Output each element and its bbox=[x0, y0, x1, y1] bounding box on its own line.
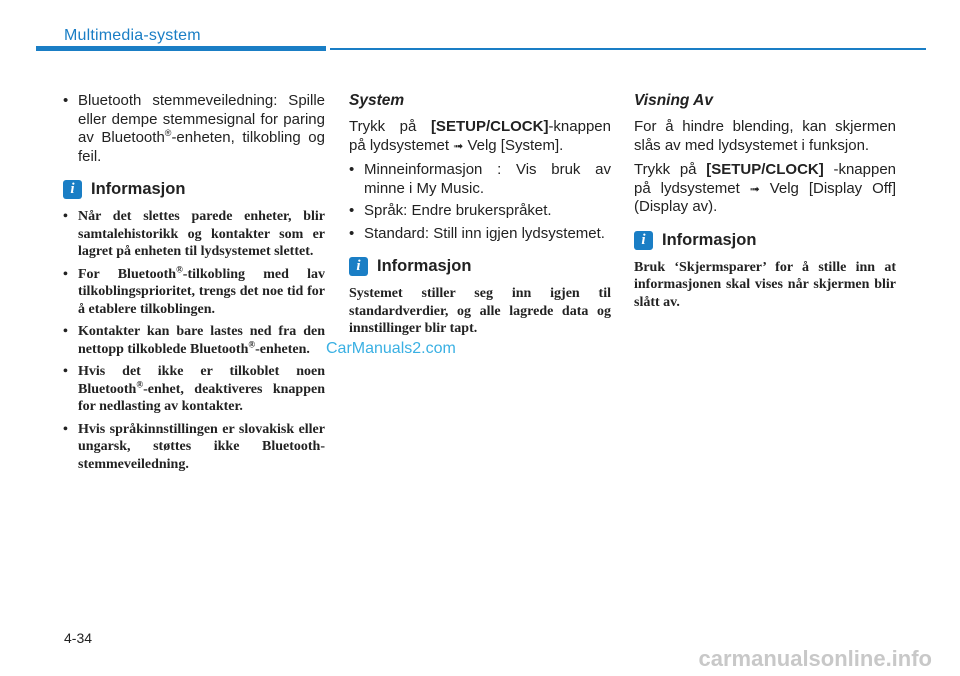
header-rule-thin bbox=[330, 48, 926, 50]
info-text: Systemet stiller seg inn igjen til standardverdier, og alle lagrede data og innstillinger blir tapt. bbox=[349, 286, 611, 336]
list-item: • Kontakter kan bare lastes ned fra den nettopp tilkoblede Bluetooth®-enheten. bbox=[63, 323, 325, 358]
list-item: • Hvis språkinnstillingen er slovakisk eller ungarsk, støttes ikke Bluetooth-stemmeveiledning. bbox=[63, 421, 325, 474]
intro-list bbox=[63, 92, 325, 166]
display-off-description: For å hindre blending, kan skjermen slås av med lydsystemet i funksjon. bbox=[634, 118, 896, 154]
info-icon: i bbox=[349, 257, 368, 276]
section-heading-display-off: Visning Av bbox=[634, 92, 713, 109]
list-item: • Hvis det ikke er tilkoblet noen Bluetooth®-enhet, deaktiveres knappen for nedlasting av kontakter. bbox=[63, 363, 325, 416]
system-instruction: Trykk på [SETUP/CLOCK]-knappen på lydsystemet ➟ Velg [System]. bbox=[349, 118, 611, 154]
column-3 bbox=[634, 92, 896, 311]
watermark-link[interactable]: CarManuals2.com bbox=[326, 340, 456, 357]
info-text: Bruk ‘Skjermsparer’ for å stille inn at informasjonen skal vises når skjermen blir slått av. bbox=[634, 259, 896, 310]
column-1 bbox=[63, 92, 325, 478]
column-2 bbox=[349, 92, 611, 338]
info-list bbox=[63, 208, 325, 473]
info-title: Informasjon bbox=[91, 180, 186, 198]
header-rule-thick bbox=[36, 46, 326, 51]
page-number: 4-34 bbox=[64, 630, 93, 646]
display-off-instruction: Trykk på [SETUP/CLOCK] -knappen på lydsystemet ➟ Velg [Display Off] (Display av). bbox=[634, 161, 897, 215]
section-heading-system: System bbox=[349, 92, 405, 109]
info-icon: i bbox=[634, 231, 653, 250]
info-title: Informasjon bbox=[377, 257, 472, 275]
list-item: • Språk: Endre brukerspråket. bbox=[349, 202, 611, 221]
list-item: • Når det slettes parede enheter, blir samtalehistorikk og kontakter som er lagret på enheten til lydsystemet slettet. bbox=[63, 208, 325, 261]
list-item: • For Bluetooth®-tilkobling med lav tilkoblingsprioritet, trengs det noe tid for å etablere tilkoblingen. bbox=[63, 266, 325, 319]
footer-watermark: carmanualsonline.info bbox=[698, 646, 932, 671]
list-item: • Minneinformasjon : Vis bruk av minne i My Music. bbox=[349, 161, 611, 198]
list-item: • Standard: Still inn igjen lydsystemet. bbox=[349, 225, 611, 244]
info-box-header bbox=[349, 257, 611, 276]
arrow-right-icon: ➟ bbox=[749, 181, 760, 196]
info-box-header bbox=[63, 180, 325, 199]
info-box-header bbox=[634, 231, 896, 250]
list-item: • Bluetooth stemmeveiledning: Spille eller dempe stemmesignal for paring av Bluetooth®-enheten, tilkobling og feil. bbox=[63, 92, 325, 166]
info-title: Informasjon bbox=[662, 230, 757, 249]
info-icon: i bbox=[63, 180, 82, 199]
arrow-right-icon: ➟ bbox=[453, 138, 464, 153]
header-title: Multimedia-system bbox=[64, 27, 201, 44]
system-options-list bbox=[349, 161, 611, 243]
